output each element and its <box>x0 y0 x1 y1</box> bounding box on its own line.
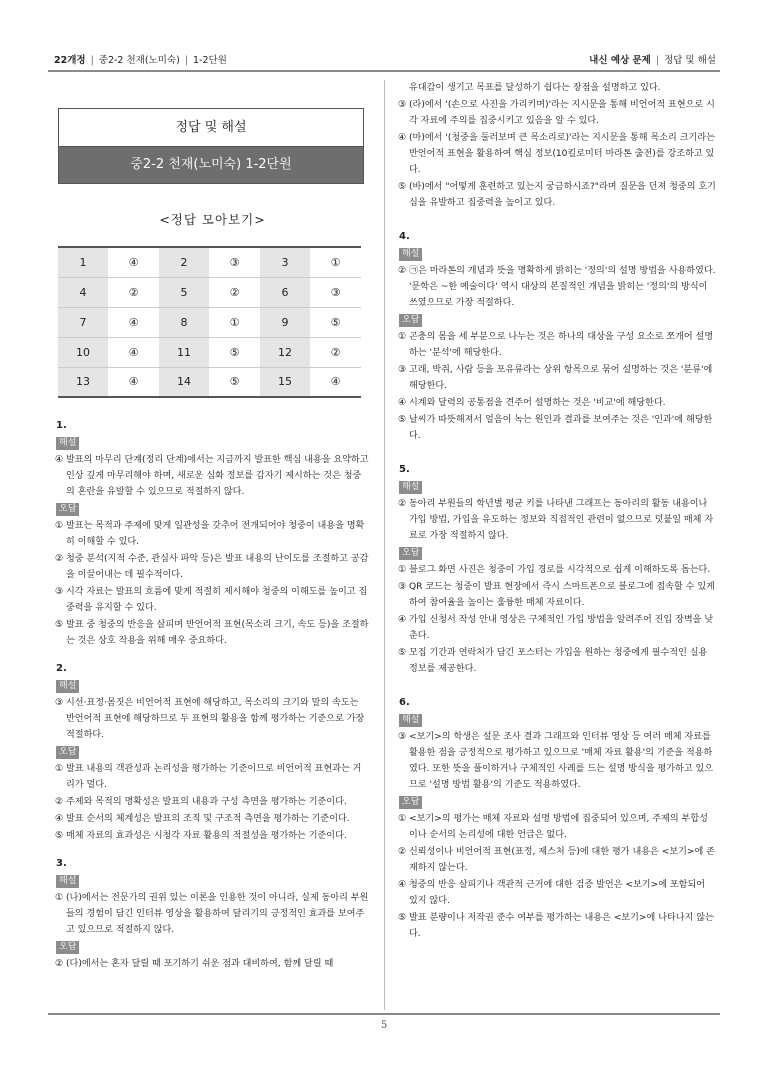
header-exam-type: 내신 예상 문제 <box>589 55 651 66</box>
explanation-text: 발표 분량이나 저작권 준수 여부를 평가하는 내용은 <보기>에 나타나지 않는다. <box>409 913 714 939</box>
question-number: 6. <box>399 697 410 708</box>
explanation-item <box>55 890 370 938</box>
explanation-list <box>55 695 370 743</box>
question-number-cell: 15 <box>260 367 310 397</box>
explain-tag: 해설 <box>56 437 79 450</box>
answer-row <box>58 277 361 307</box>
explanation-text: 가입 신청서 작성 안내 영상은 구체적인 가입 방법을 알려주어 진입 장벽을 낮춘다. <box>409 615 714 641</box>
explanation-item <box>398 130 716 178</box>
explanation-list <box>55 761 370 844</box>
explanation-item <box>55 617 370 649</box>
choice-marker: ③ <box>398 732 407 742</box>
explanation-text: 블로그 화면 사진은 청중이 가입 경로를 시각적으로 쉽게 이해하도록 돕는다. <box>409 565 711 575</box>
explanation-text: (나)에서는 전문가의 권위 있는 이론을 인용한 것이 아니라, 실제 동아리 부원들의 경험이 담긴 인터뷰 영상을 활용하여 달리기의 긍정적인 효과를 보여주고 있으므로 적절하지 않다. <box>66 893 369 935</box>
header-unit: 1-2단원 <box>193 55 227 66</box>
explanation-item <box>398 844 716 876</box>
choice-marker: ⑤ <box>55 831 64 841</box>
explanation-item <box>398 612 716 644</box>
explanation-text: 청중의 반응 살피기나 객관적 근거에 대한 검증 발언은 <보기>에 포함되어 있지 않다. <box>409 880 706 906</box>
choice-marker: ① <box>55 893 64 903</box>
explanation-item <box>55 551 370 583</box>
question-2 <box>55 663 370 844</box>
explanation-text: (바)에서 "어떻게 훈련하고 있는지 궁금하시죠?"라며 질문을 던져 청중의 호기심을 유발하고 집중력을 높이고 있다. <box>409 182 716 208</box>
explanation-text: 매체 자료의 효과성은 시청각 자료 활용의 적절성을 평가하는 기준이다. <box>66 831 347 841</box>
explanation-text: (라)에서 '(손으로 사진을 가리키며)'라는 지시문을 통해 비언어적 표현으로 시각 자료에 주의를 집중시키고 있음을 알 수 있다. <box>409 100 715 126</box>
question-6 <box>398 697 716 942</box>
question-number-cell: 12 <box>260 337 310 367</box>
answer-cell: ④ <box>108 337 159 367</box>
explanation-text: <보기>의 평가는 매체 자료와 설명 방법에 집중되어 있으며, 주제의 부합성이나 순서의 논리성에 대한 언급은 없다. <box>409 814 708 840</box>
question-number: 3. <box>56 858 67 869</box>
answer-cell: ④ <box>330 375 341 389</box>
explanation-item <box>398 412 716 444</box>
explanation-list <box>55 452 370 500</box>
explanation-list <box>398 263 716 311</box>
header-revision: 22개정 <box>54 55 86 66</box>
question-number-cell: 7 <box>58 307 108 337</box>
wrong-tag: 오답 <box>399 314 422 327</box>
explanation-list <box>398 811 716 942</box>
explanation-list <box>55 518 370 649</box>
question-number-cell: 9 <box>260 307 310 337</box>
explanation-item <box>55 584 370 616</box>
choice-marker: ⑤ <box>55 620 64 630</box>
explanation-list <box>55 890 370 938</box>
question-number-cell: 5 <box>159 277 209 307</box>
answer-cell: ③ <box>310 277 361 307</box>
question-number-cell: 4 <box>58 277 108 307</box>
question-number-cell: 11 <box>159 337 209 367</box>
explanation-text: 날씨가 따뜻해져서 얼음이 녹는 원인과 결과를 보여주는 것은 '인과'에 해당한다. <box>409 415 713 441</box>
answer-summary-title: <정답 모아보기> <box>159 212 266 227</box>
explanation-item <box>398 496 716 544</box>
page-number: 5 <box>380 1020 388 1031</box>
title-top: 정답 및 해설 <box>59 109 363 147</box>
continued-text: 유대감이 생기고 목표를 달성하기 쉽다는 장점을 설명하고 있다. <box>409 83 661 93</box>
explanation-item <box>55 811 370 827</box>
choice-marker: ④ <box>398 398 407 408</box>
header-section: 정답 및 해설 <box>664 55 716 66</box>
choice-marker: ④ <box>398 880 407 890</box>
explain-tag: 해설 <box>56 875 79 888</box>
answer-cell: ⑤ <box>310 307 361 337</box>
choice-marker: ④ <box>55 814 64 824</box>
explanation-text: (다)에서는 혼자 달릴 때 포기하기 쉬운 점과 대비하여, 함께 달릴 때 <box>66 959 334 969</box>
explanation-item <box>55 794 370 810</box>
explanation-item <box>55 695 370 743</box>
answer-cell: ⑤ <box>229 375 240 389</box>
explanation-text: 시각 자료는 발표의 흐름에 맞게 적절히 제시해야 청중의 이해도를 높이고 집중력을 유지할 수 있다. <box>66 587 368 613</box>
question-5 <box>398 464 716 677</box>
question-number-cell: 8 <box>159 307 209 337</box>
left-column <box>55 80 370 973</box>
header-divider <box>48 70 720 72</box>
explanation-item <box>398 811 716 843</box>
explanation-item <box>55 452 370 500</box>
choice-marker: ④ <box>55 455 64 465</box>
explanation-item <box>55 828 370 844</box>
answer-cell: ④ <box>108 307 159 337</box>
choice-marker: ⑤ <box>398 415 407 425</box>
explanation-text: 동아리 부원들의 학년별 평균 키를 나타낸 그래프는 동아리의 활동 내용이나 가입 방법, 가입을 유도하는 정보와 직접적인 관련이 없으므로 덧붙일 매체 자료로 가장 적절하지 않다. <box>409 499 714 541</box>
question-1 <box>55 420 370 649</box>
explanation-item <box>398 179 716 211</box>
header-course: 중2-2 천재(노미숙) <box>98 55 180 66</box>
question-number-cell: 2 <box>159 247 209 277</box>
explanation-text: 시계와 달력의 공통점을 견주어 설명하는 것은 '비교'에 해당한다. <box>409 398 666 408</box>
choice-marker: ⑤ <box>398 182 407 192</box>
answer-row <box>58 247 361 277</box>
choice-marker: ① <box>398 332 407 342</box>
choice-marker: ③ <box>55 698 64 708</box>
footer-divider <box>48 1013 720 1015</box>
answer-cell: ④ <box>108 247 159 277</box>
wrong-tag: 오답 <box>399 796 422 809</box>
answer-cell: ③ <box>209 247 260 277</box>
answer-row <box>58 367 361 397</box>
answer-cell: ④ <box>128 375 139 389</box>
choice-marker: ④ <box>398 133 407 143</box>
explanation-item <box>398 395 716 411</box>
question-number: 2. <box>56 663 67 674</box>
question-number: 4. <box>399 231 410 242</box>
question-number-cell: 1 <box>58 247 108 277</box>
explanation-text: 발표의 마무리 단계(정리 단계)에서는 지금까지 발표한 핵심 내용을 요약하고 인상 깊게 마무리해야 하며, 새로운 심화 정보를 갑자기 제시하는 것은 청중의 혼란을 유발할 수 있으므로 적절하지 않다. <box>66 455 369 497</box>
choice-marker: ① <box>398 565 407 575</box>
answer-cell: ⑤ <box>209 337 260 367</box>
explanation-text: ㉠은 마라톤의 개념과 뜻을 명확하게 밝히는 '정의'의 설명 방법을 사용하였다. '문학은 ~한 예술이다' 역시 대상의 본질적인 개념을 밝히는 '정의'의 방식이 쓰였으므로 가장 적절하다. <box>409 266 716 308</box>
question-number-cell: 3 <box>260 247 310 277</box>
title-box <box>58 108 364 184</box>
column-divider <box>384 80 385 1010</box>
answer-row <box>58 307 361 337</box>
explanation-item <box>398 97 716 129</box>
answer-table <box>58 246 361 398</box>
explanation-text: 발표 내용의 객관성과 논리성을 평가하는 기준이므로 비언어적 표현과는 거리가 멀다. <box>66 764 362 790</box>
question-4 <box>398 231 716 444</box>
answer-cell: ② <box>108 277 159 307</box>
choice-marker: ② <box>55 959 64 969</box>
choice-marker: ④ <box>398 615 407 625</box>
choice-marker: ③ <box>398 100 407 110</box>
explain-tag: 해설 <box>399 481 422 494</box>
wrong-tag: 오답 <box>56 503 79 516</box>
wrong-tag: 오답 <box>56 941 79 954</box>
page-header <box>48 52 720 70</box>
explanation-text: 시선·표정·몸짓은 비언어적 표현에 해당하고, 목소리의 크기와 말의 속도는 반언어적 표현에 해당하므로 두 표현의 활용을 함께 평가하는 기준으로 가장 적절하다. <box>66 698 365 740</box>
explanation-text: 고래, 박쥐, 사람 등을 포유류라는 상위 항목으로 묶어 설명하는 것은 '분류'에 해당한다. <box>409 365 713 391</box>
question-number-cell: 10 <box>58 337 108 367</box>
choice-marker: ① <box>55 521 64 531</box>
answer-row <box>58 337 361 367</box>
choice-marker: ② <box>398 499 407 509</box>
explanation-item <box>398 910 716 942</box>
question-number-cell: 13 <box>58 367 108 397</box>
explanation-item <box>398 729 716 793</box>
choice-marker: ③ <box>398 365 407 375</box>
explanation-text: 청중 분석(지적 수준, 관심사 파악 등)은 발표 내용의 난이도를 조절하고 공감을 이끌어내는 데 필수적이다. <box>66 554 369 580</box>
explanation-text: 발표 중 청중의 반응을 살피며 반언어적 표현(목소리 크기, 속도 등)을 조절하는 것은 상호 작용을 위해 매우 중요하다. <box>66 620 369 646</box>
explanation-item <box>55 518 370 550</box>
choice-marker: ③ <box>55 587 64 597</box>
explanation-text: (마)에서 '(청중을 둘러보며 큰 목소리로)'라는 지시문을 통해 목소리 크기라는 반언어적 표현을 활용하여 핵심 정보(10킬로미터 마라톤 출전)를 강조하고 있다. <box>409 133 715 175</box>
wrong-tag: 오답 <box>399 547 422 560</box>
question-number: 1. <box>56 420 67 431</box>
answer-cell: ① <box>209 307 260 337</box>
question-number: 5. <box>399 464 410 475</box>
question-3 <box>55 858 370 972</box>
explanation-text: <보기>의 학생은 설문 조사 결과 그래프와 인터뷰 영상 등 여러 매체 자료를 활용한 점을 긍정적으로 평가하고 있으므로 '매체 자료 활용'의 기준을 적용하였다. 또한 뜻을 풀이하거나 구체적인 사례를 드는 설명 방식을 평가하고 있으므로 '설명 방법 활용'의 기준도 적용하였다. <box>409 732 714 790</box>
answer-cell: ② <box>310 337 361 367</box>
header-right: 내신 예상 문제 | 정답 및 해설 <box>589 55 716 66</box>
explanation-text: 신뢰성이나 비언어적 표현(표정, 제스처 등)에 대한 평가 내용은 <보기>에 존재하지 않는다. <box>409 847 715 873</box>
choice-marker: ③ <box>398 582 407 592</box>
question-number-cell: 14 <box>159 367 209 397</box>
choice-marker: ② <box>398 266 407 276</box>
explanation-text: 곤충의 몸을 세 부분으로 나누는 것은 하나의 대상을 구성 요소로 쪼개어 설명하는 '분석'에 해당한다. <box>409 332 714 358</box>
explanation-list <box>398 329 716 444</box>
choice-marker: ⑤ <box>398 648 407 658</box>
explanation-item <box>398 329 716 361</box>
question-number-cell: 6 <box>260 277 310 307</box>
answer-cell: ② <box>209 277 260 307</box>
wrong-tag: 오답 <box>56 746 79 759</box>
explanation-text: QR 코드는 청중이 발표 현장에서 즉시 스마트폰으로 블로그에 접속할 수 있게 하여 참여율을 높이는 훌륭한 매체 자료이다. <box>409 582 715 608</box>
explanation-item <box>398 362 716 394</box>
choice-marker: ⑤ <box>398 913 407 923</box>
answer-cell: ① <box>310 247 361 277</box>
choice-marker: ② <box>55 797 64 807</box>
explanation-item <box>398 263 716 311</box>
explanation-list <box>398 97 716 211</box>
choice-marker: ② <box>55 554 64 564</box>
explanation-item <box>398 579 716 611</box>
explanation-item <box>398 877 716 909</box>
choice-marker: ① <box>398 814 407 824</box>
explanation-text: 모집 기간과 연락처가 담긴 포스터는 가입을 원하는 청중에게 필수적인 실용 정보를 제공한다. <box>409 648 708 674</box>
choice-marker: ① <box>55 764 64 774</box>
header-left: 22개정 | 중2-2 천재(노미숙) | 1-2단원 <box>54 55 227 66</box>
explanation-list <box>398 496 716 544</box>
explain-tag: 해설 <box>399 714 422 727</box>
explain-tag: 해설 <box>56 680 79 693</box>
explanation-text: 발표 순서의 체계성은 발표의 조직 및 구조적 측면을 평가하는 기준이다. <box>66 814 350 824</box>
right-column <box>398 80 716 943</box>
explanation-item <box>398 562 716 578</box>
explanation-item <box>55 956 370 972</box>
explanation-item <box>55 761 370 793</box>
explanation-text: 발표는 목적과 주제에 맞게 일관성을 갖추어 전개되어야 청중이 내용을 명확히 이해할 수 있다. <box>66 521 365 547</box>
explanation-list <box>398 562 716 677</box>
choice-marker: ② <box>398 847 407 857</box>
explain-tag: 해설 <box>399 248 422 261</box>
explanation-list <box>398 729 716 793</box>
title-bottom: 중2-2 천재(노미숙) 1-2단원 <box>59 147 363 183</box>
explanation-item <box>398 645 716 677</box>
explanation-text: 주제와 목적의 명확성은 발표의 내용과 구성 측면을 평가하는 기준이다. <box>66 797 347 807</box>
